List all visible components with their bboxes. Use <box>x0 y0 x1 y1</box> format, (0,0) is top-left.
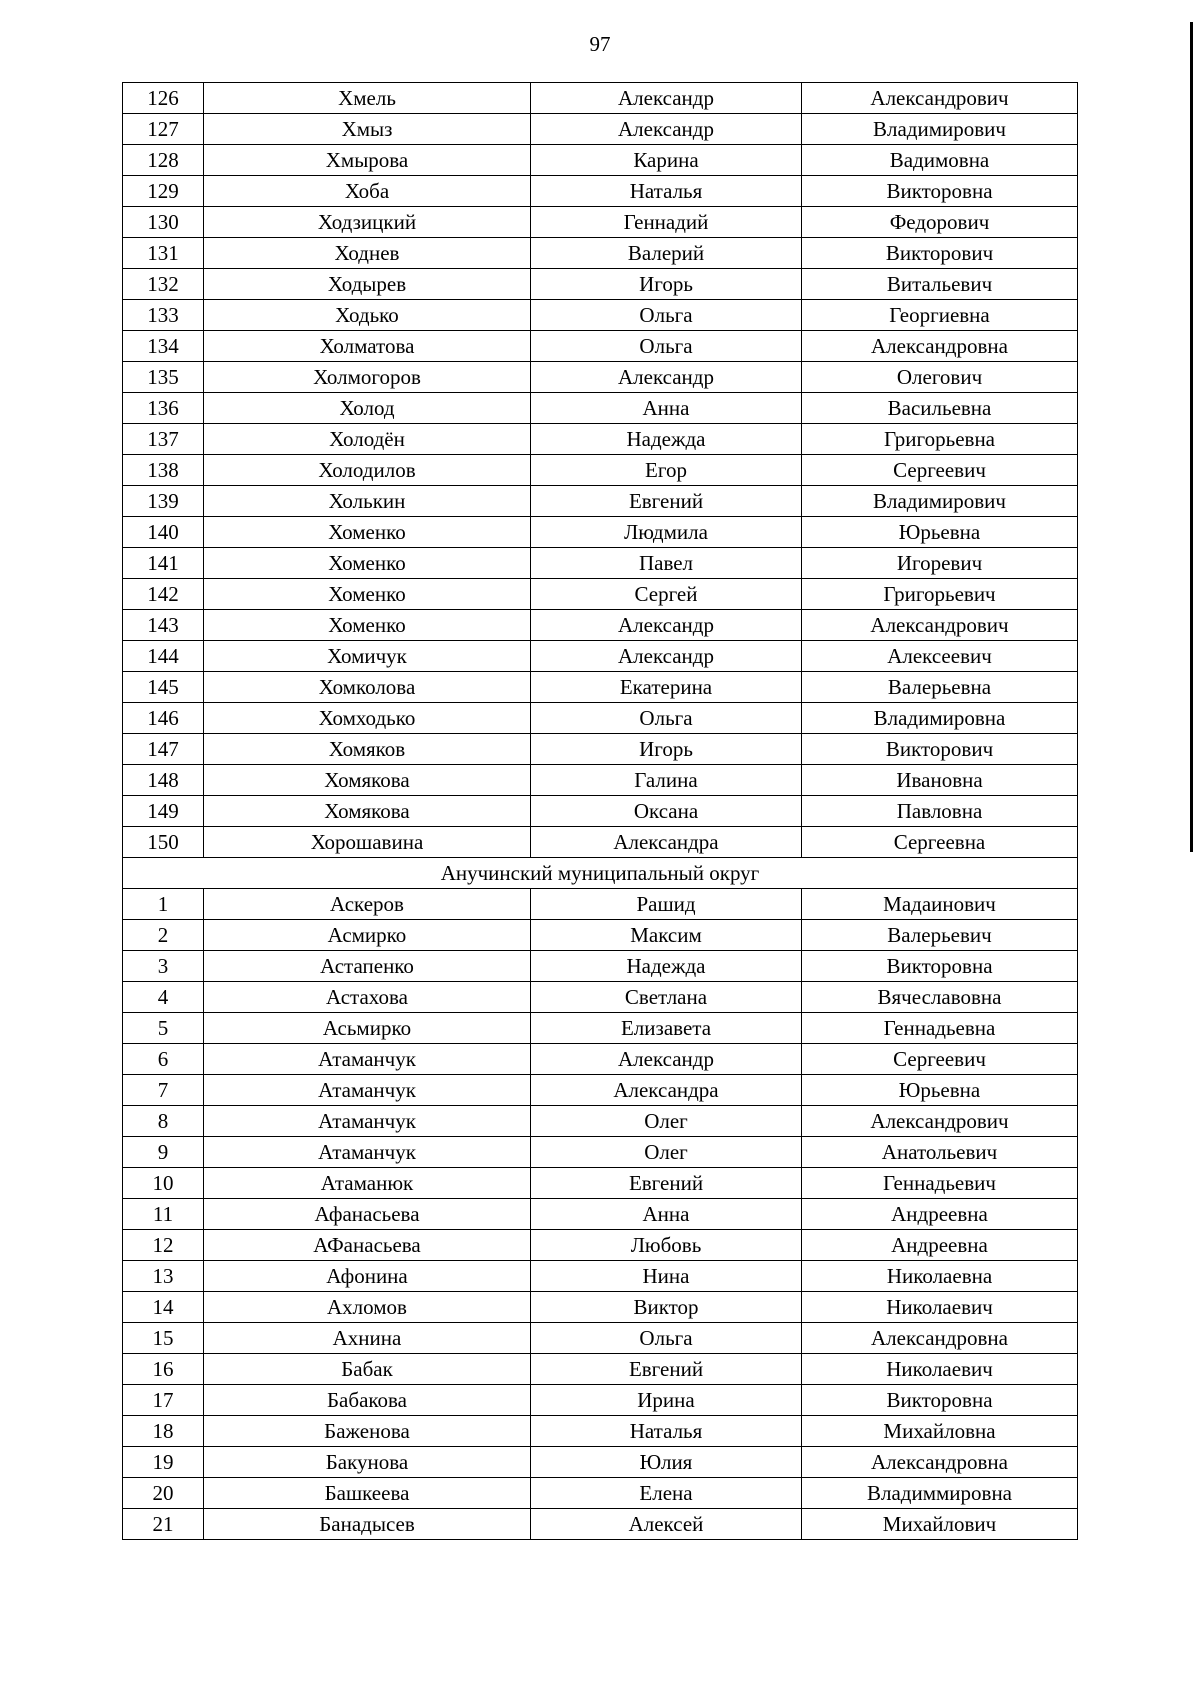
table-row <box>123 424 1078 455</box>
table-row <box>123 517 1078 548</box>
first-name-cell: Ольга <box>531 300 802 331</box>
patronymic-cell: Сергеевич <box>802 455 1078 486</box>
first-name-cell: Елизавета <box>531 1013 802 1044</box>
table-row <box>123 331 1078 362</box>
last-name-cell: Холодилов <box>204 455 531 486</box>
patronymic-cell: Вячеславовна <box>802 982 1078 1013</box>
first-name-cell: Александр <box>531 641 802 672</box>
table-row <box>123 83 1078 114</box>
row-number-cell: 135 <box>123 362 204 393</box>
row-number-cell: 150 <box>123 827 204 858</box>
table-row <box>123 1168 1078 1199</box>
row-number-cell: 16 <box>123 1354 204 1385</box>
patronymic-cell: Александровна <box>802 1323 1078 1354</box>
last-name-cell: АФанасьева <box>204 1230 531 1261</box>
patronymic-cell: Александрович <box>802 1106 1078 1137</box>
patronymic-cell: Андреевна <box>802 1199 1078 1230</box>
first-name-cell: Анна <box>531 393 802 424</box>
row-number-cell: 147 <box>123 734 204 765</box>
table-row <box>123 1044 1078 1075</box>
patronymic-cell: Алексеевич <box>802 641 1078 672</box>
patronymic-cell: Александровна <box>802 1447 1078 1478</box>
patronymic-cell: Олегович <box>802 362 1078 393</box>
row-number-cell: 141 <box>123 548 204 579</box>
patronymic-cell: Сергеевна <box>802 827 1078 858</box>
last-name-cell: Хоба <box>204 176 531 207</box>
row-number-cell: 8 <box>123 1106 204 1137</box>
row-number-cell: 13 <box>123 1261 204 1292</box>
last-name-cell: Хомяков <box>204 734 531 765</box>
last-name-cell: Хомякова <box>204 765 531 796</box>
table-row <box>123 796 1078 827</box>
last-name-cell: Хомколова <box>204 672 531 703</box>
first-name-cell: Сергей <box>531 579 802 610</box>
last-name-cell: Атаманчук <box>204 1075 531 1106</box>
last-name-cell: Асьмирко <box>204 1013 531 1044</box>
table-row <box>123 1416 1078 1447</box>
row-number-cell: 143 <box>123 610 204 641</box>
first-name-cell: Наталья <box>531 176 802 207</box>
patronymic-cell: Анатольевич <box>802 1137 1078 1168</box>
last-name-cell: Бабак <box>204 1354 531 1385</box>
table-row <box>123 1447 1078 1478</box>
table-row <box>123 1199 1078 1230</box>
row-number-cell: 126 <box>123 83 204 114</box>
table-row <box>123 486 1078 517</box>
patronymic-cell: Васильевна <box>802 393 1078 424</box>
patronymic-cell: Владиммировна <box>802 1478 1078 1509</box>
first-name-cell: Ольга <box>531 331 802 362</box>
row-number-cell: 131 <box>123 238 204 269</box>
patronymic-cell: Вадимовна <box>802 145 1078 176</box>
first-name-cell: Галина <box>531 765 802 796</box>
row-number-cell: 128 <box>123 145 204 176</box>
patronymic-cell: Витальевич <box>802 269 1078 300</box>
table-row <box>123 765 1078 796</box>
patronymic-cell: Игоревич <box>802 548 1078 579</box>
row-number-cell: 4 <box>123 982 204 1013</box>
table-row <box>123 734 1078 765</box>
register-body <box>123 83 1078 1540</box>
patronymic-cell: Валерьевна <box>802 672 1078 703</box>
first-name-cell: Юлия <box>531 1447 802 1478</box>
first-name-cell: Игорь <box>531 269 802 300</box>
row-number-cell: 11 <box>123 1199 204 1230</box>
row-number-cell: 12 <box>123 1230 204 1261</box>
last-name-cell: Ахнина <box>204 1323 531 1354</box>
last-name-cell: Асмирко <box>204 920 531 951</box>
patronymic-cell: Николаевич <box>802 1354 1078 1385</box>
row-number-cell: 136 <box>123 393 204 424</box>
scan-edge-line <box>1190 22 1193 852</box>
table-row <box>123 300 1078 331</box>
last-name-cell: Ходзицкий <box>204 207 531 238</box>
patronymic-cell: Мадаинович <box>802 889 1078 920</box>
row-number-cell: 18 <box>123 1416 204 1447</box>
row-number-cell: 148 <box>123 765 204 796</box>
row-number-cell: 149 <box>123 796 204 827</box>
row-number-cell: 137 <box>123 424 204 455</box>
patronymic-cell: Николаевич <box>802 1292 1078 1323</box>
row-number-cell: 1 <box>123 889 204 920</box>
first-name-cell: Наталья <box>531 1416 802 1447</box>
patronymic-cell: Георгиевна <box>802 300 1078 331</box>
table-row <box>123 889 1078 920</box>
last-name-cell: Баженова <box>204 1416 531 1447</box>
patronymic-cell: Григорьевна <box>802 424 1078 455</box>
table-row <box>123 1292 1078 1323</box>
first-name-cell: Максим <box>531 920 802 951</box>
first-name-cell: Александр <box>531 114 802 145</box>
last-name-cell: Хоменко <box>204 548 531 579</box>
first-name-cell: Павел <box>531 548 802 579</box>
table-row <box>123 672 1078 703</box>
table-row <box>123 641 1078 672</box>
first-name-cell: Александра <box>531 827 802 858</box>
first-name-cell: Екатерина <box>531 672 802 703</box>
row-number-cell: 15 <box>123 1323 204 1354</box>
first-name-cell: Надежда <box>531 951 802 982</box>
first-name-cell: Людмила <box>531 517 802 548</box>
first-name-cell: Геннадий <box>531 207 802 238</box>
last-name-cell: Афонина <box>204 1261 531 1292</box>
patronymic-cell: Александровна <box>802 331 1078 362</box>
row-number-cell: 5 <box>123 1013 204 1044</box>
first-name-cell: Валерий <box>531 238 802 269</box>
row-number-cell: 138 <box>123 455 204 486</box>
last-name-cell: Холод <box>204 393 531 424</box>
person-register-table <box>122 82 1078 1540</box>
first-name-cell: Любовь <box>531 1230 802 1261</box>
patronymic-cell: Викторович <box>802 238 1078 269</box>
row-number-cell: 14 <box>123 1292 204 1323</box>
first-name-cell: Ольга <box>531 703 802 734</box>
first-name-cell: Александр <box>531 362 802 393</box>
first-name-cell: Александр <box>531 83 802 114</box>
first-name-cell: Нина <box>531 1261 802 1292</box>
first-name-cell: Рашид <box>531 889 802 920</box>
patronymic-cell: Юрьевна <box>802 517 1078 548</box>
row-number-cell: 142 <box>123 579 204 610</box>
last-name-cell: Банадысев <box>204 1509 531 1540</box>
patronymic-cell: Геннадьевна <box>802 1013 1078 1044</box>
first-name-cell: Игорь <box>531 734 802 765</box>
patronymic-cell: Владимирович <box>802 486 1078 517</box>
patronymic-cell: Сергеевич <box>802 1044 1078 1075</box>
row-number-cell: 139 <box>123 486 204 517</box>
table-row <box>123 1137 1078 1168</box>
first-name-cell: Анна <box>531 1199 802 1230</box>
row-number-cell: 129 <box>123 176 204 207</box>
first-name-cell: Ирина <box>531 1385 802 1416</box>
last-name-cell: Атаманчук <box>204 1044 531 1075</box>
table-row <box>123 1230 1078 1261</box>
last-name-cell: Башкеева <box>204 1478 531 1509</box>
first-name-cell: Алексей <box>531 1509 802 1540</box>
last-name-cell: Холматова <box>204 331 531 362</box>
row-number-cell: 140 <box>123 517 204 548</box>
last-name-cell: Ходько <box>204 300 531 331</box>
section-heading: Анучинский муниципальный округ <box>123 858 1078 889</box>
last-name-cell: Ахломов <box>204 1292 531 1323</box>
patronymic-cell: Викторович <box>802 734 1078 765</box>
table-row <box>123 951 1078 982</box>
patronymic-cell: Павловна <box>802 796 1078 827</box>
table-row <box>123 579 1078 610</box>
table-row <box>123 455 1078 486</box>
last-name-cell: Хоменко <box>204 579 531 610</box>
last-name-cell: Хоменко <box>204 610 531 641</box>
row-number-cell: 7 <box>123 1075 204 1106</box>
row-number-cell: 130 <box>123 207 204 238</box>
patronymic-cell: Андреевна <box>802 1230 1078 1261</box>
last-name-cell: Хомходько <box>204 703 531 734</box>
last-name-cell: Аскеров <box>204 889 531 920</box>
patronymic-cell: Михайлович <box>802 1509 1078 1540</box>
table-row <box>123 1013 1078 1044</box>
row-number-cell: 2 <box>123 920 204 951</box>
table-row <box>123 114 1078 145</box>
table-row <box>123 1106 1078 1137</box>
first-name-cell: Оксана <box>531 796 802 827</box>
table-row <box>123 982 1078 1013</box>
patronymic-cell: Владимировна <box>802 703 1078 734</box>
last-name-cell: Ходырев <box>204 269 531 300</box>
row-number-cell: 127 <box>123 114 204 145</box>
last-name-cell: Холмогоров <box>204 362 531 393</box>
table-row <box>123 176 1078 207</box>
table-row <box>123 1354 1078 1385</box>
row-number-cell: 132 <box>123 269 204 300</box>
table-row <box>123 362 1078 393</box>
last-name-cell: Ходнев <box>204 238 531 269</box>
patronymic-cell: Валерьевич <box>802 920 1078 951</box>
last-name-cell: Бакунова <box>204 1447 531 1478</box>
table-row <box>123 610 1078 641</box>
last-name-cell: Хорошавина <box>204 827 531 858</box>
patronymic-cell: Ивановна <box>802 765 1078 796</box>
patronymic-cell: Александрович <box>802 610 1078 641</box>
row-number-cell: 144 <box>123 641 204 672</box>
first-name-cell: Евгений <box>531 1354 802 1385</box>
first-name-cell: Александр <box>531 610 802 641</box>
table-row <box>123 145 1078 176</box>
row-number-cell: 134 <box>123 331 204 362</box>
row-number-cell: 133 <box>123 300 204 331</box>
table-row <box>123 1075 1078 1106</box>
last-name-cell: Холодён <box>204 424 531 455</box>
patronymic-cell: Юрьевна <box>802 1075 1078 1106</box>
last-name-cell: Атаманчук <box>204 1137 531 1168</box>
last-name-cell: Хмырова <box>204 145 531 176</box>
first-name-cell: Надежда <box>531 424 802 455</box>
row-number-cell: 3 <box>123 951 204 982</box>
table-row <box>123 238 1078 269</box>
first-name-cell: Виктор <box>531 1292 802 1323</box>
patronymic-cell: Викторовна <box>802 1385 1078 1416</box>
first-name-cell: Олег <box>531 1137 802 1168</box>
row-number-cell: 20 <box>123 1478 204 1509</box>
table-row <box>123 393 1078 424</box>
last-name-cell: Хомякова <box>204 796 531 827</box>
patronymic-cell: Григорьевич <box>802 579 1078 610</box>
first-name-cell: Егор <box>531 455 802 486</box>
patronymic-cell: Николаевна <box>802 1261 1078 1292</box>
first-name-cell: Карина <box>531 145 802 176</box>
table-row <box>123 827 1078 858</box>
patronymic-cell: Викторовна <box>802 176 1078 207</box>
table-row <box>123 1261 1078 1292</box>
first-name-cell: Александр <box>531 1044 802 1075</box>
table-row <box>123 1385 1078 1416</box>
first-name-cell: Елена <box>531 1478 802 1509</box>
table-row <box>123 920 1078 951</box>
row-number-cell: 17 <box>123 1385 204 1416</box>
row-number-cell: 10 <box>123 1168 204 1199</box>
last-name-cell: Хомичук <box>204 641 531 672</box>
row-number-cell: 146 <box>123 703 204 734</box>
last-name-cell: Астапенко <box>204 951 531 982</box>
last-name-cell: Атаманюк <box>204 1168 531 1199</box>
table-row <box>123 1323 1078 1354</box>
last-name-cell: Атаманчук <box>204 1106 531 1137</box>
patronymic-cell: Викторовна <box>802 951 1078 982</box>
first-name-cell: Евгений <box>531 1168 802 1199</box>
page-number: 97 <box>589 32 611 56</box>
table-row <box>123 548 1078 579</box>
row-number-cell: 9 <box>123 1137 204 1168</box>
table-row <box>123 1478 1078 1509</box>
first-name-cell: Светлана <box>531 982 802 1013</box>
first-name-cell: Евгений <box>531 486 802 517</box>
last-name-cell: Бабакова <box>204 1385 531 1416</box>
table-row <box>123 1509 1078 1540</box>
patronymic-cell: Александрович <box>802 83 1078 114</box>
section-heading-row <box>123 858 1078 889</box>
patronymic-cell: Федорович <box>802 207 1078 238</box>
row-number-cell: 19 <box>123 1447 204 1478</box>
first-name-cell: Ольга <box>531 1323 802 1354</box>
table-row <box>123 703 1078 734</box>
row-number-cell: 6 <box>123 1044 204 1075</box>
first-name-cell: Олег <box>531 1106 802 1137</box>
first-name-cell: Александра <box>531 1075 802 1106</box>
last-name-cell: Холькин <box>204 486 531 517</box>
row-number-cell: 145 <box>123 672 204 703</box>
last-name-cell: Хмыз <box>204 114 531 145</box>
table-row <box>123 269 1078 300</box>
last-name-cell: Астахова <box>204 982 531 1013</box>
patronymic-cell: Михайловна <box>802 1416 1078 1447</box>
patronymic-cell: Геннадьевич <box>802 1168 1078 1199</box>
last-name-cell: Хоменко <box>204 517 531 548</box>
patronymic-cell: Владимирович <box>802 114 1078 145</box>
table-row <box>123 207 1078 238</box>
last-name-cell: Афанасьева <box>204 1199 531 1230</box>
row-number-cell: 21 <box>123 1509 204 1540</box>
last-name-cell: Хмель <box>204 83 531 114</box>
